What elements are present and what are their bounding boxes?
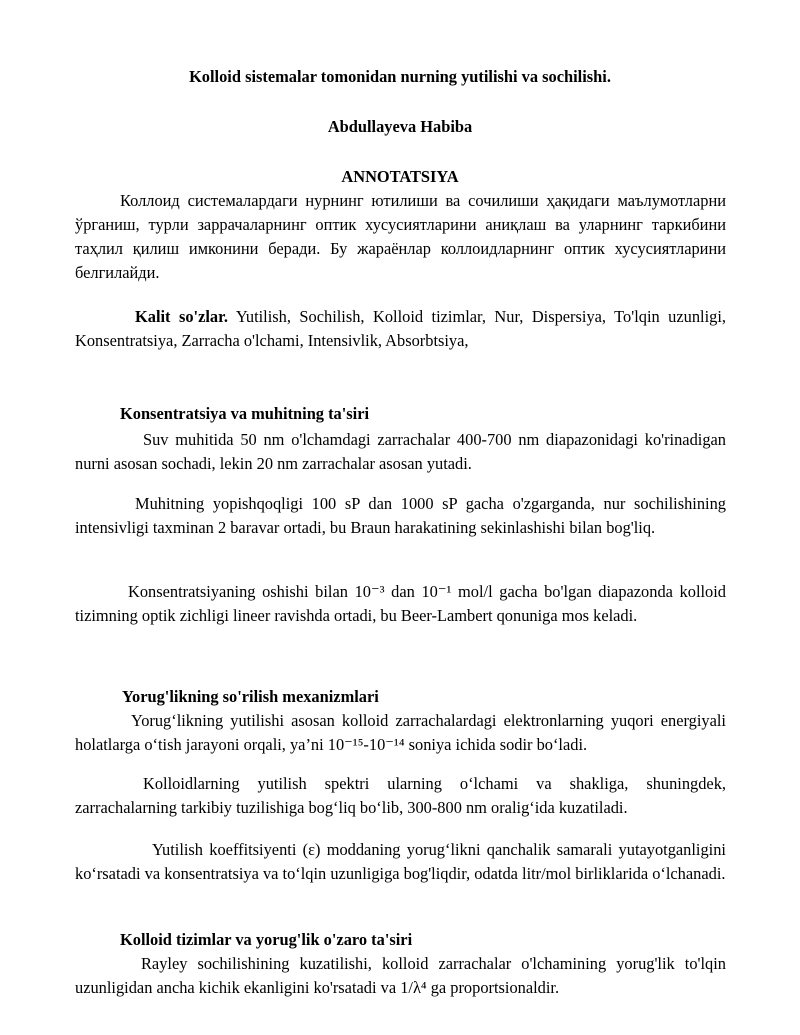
section-heading-absorption: Yorug'likning so'rilish mexanizmlari	[122, 687, 379, 706]
document-title: Kolloid sistemalar tomonidan nurning yutilishi va sochilishi.	[189, 67, 611, 86]
section3-paragraph-1: Rayley sochilishining kuzatilishi, kolloid zarrachalar o'lchamining yorug'lik to'lqin uzunligidan ancha kichik ekanligini ko'rsatadi va 1/λ⁴ ga proportsionaldir.	[75, 954, 726, 997]
section-heading-concentration: Konsentratsiya va muhitning ta'siri	[120, 404, 370, 423]
author-name: Abdullayeva Habiba	[327, 117, 473, 136]
keywords-paragraph	[75, 305, 726, 353]
section-heading-interaction: Kolloid tizimlar va yorug'lik o'zaro ta'siri	[120, 930, 413, 949]
section2-paragraph-2: Kolloidlarning yutilish spektri ularning o‘lchami va shakliga, shuningdek, zarrachalarning tarkibiy tuzilishiga bog‘liq bo‘lib, 300-800 nm oralig‘ida kuzatiladi.	[75, 774, 726, 817]
section1-paragraph-2: Muhitning yopishqoqligi 100 sP dan 1000 sP gacha o'zgarganda, nur sochilishining intensivligi taxminan 2 baravar ortadi, bu Braun harakatining sekinlashishi bilan bog'liq.	[75, 494, 726, 537]
section2-paragraph-3: Yutilish koeffitsiyenti (ε) moddaning yorug‘likni qanchalik samarali yutayotganligini ko‘rsatadi va konsentratsiya va to‘lqin uzunligiga bog'liqdir, odatda litr/mol birliklarida o‘lchanadi.	[75, 840, 726, 883]
annotation-heading: ANNOTATSIYA	[341, 167, 459, 186]
keywords-list: Yutilish, Sochilish, Kolloid tizimlar, Nur, Dispersiya, To'lqin uzunligi, Konsentratsiya, Zarracha o'lchami, Intensivlik, Absorbtsiya,	[75, 307, 726, 350]
keywords-label: Kalit so'zlar.	[135, 307, 228, 326]
section2-paragraph-1: Yorug‘likning yutilishi asosan kolloid zarrachalardagi elektronlarning yuqori energiyali holatlarga o‘tish jarayoni orqali, ya’ni 10⁻¹⁵-10⁻¹⁴ soniya ichida sodir bo‘ladi.	[75, 711, 726, 754]
section1-paragraph-3: Konsentratsiyaning oshishi bilan 10⁻³ dan 10⁻¹ mol/l gacha bo'lgan diapazonda kolloid tizimning optik zichligi lineer ravishda ortadi, bu Beer-Lambert qonuniga mos keladi.	[75, 582, 726, 625]
section1-paragraph-1: Suv muhitida 50 nm o'lchamdagi zarrachalar 400-700 nm diapazonidagi ko'rinadigan nurni asosan sochadi, lekin 20 nm zarrachalar asosan yutadi.	[75, 430, 726, 473]
annotation-paragraph: Коллоид системалардаги нурнинг ютилиши ва сочилиши ҳақидаги маълумотларни ўрганиш, турли заррачаларнинг оптик хусусиятларини аниқлаш ва уларнинг таркибини таҳлил қилиш имконини беради. Бу жараёнлар коллоидларнинг оптик хусусиятларини белгилайди.	[75, 191, 726, 282]
